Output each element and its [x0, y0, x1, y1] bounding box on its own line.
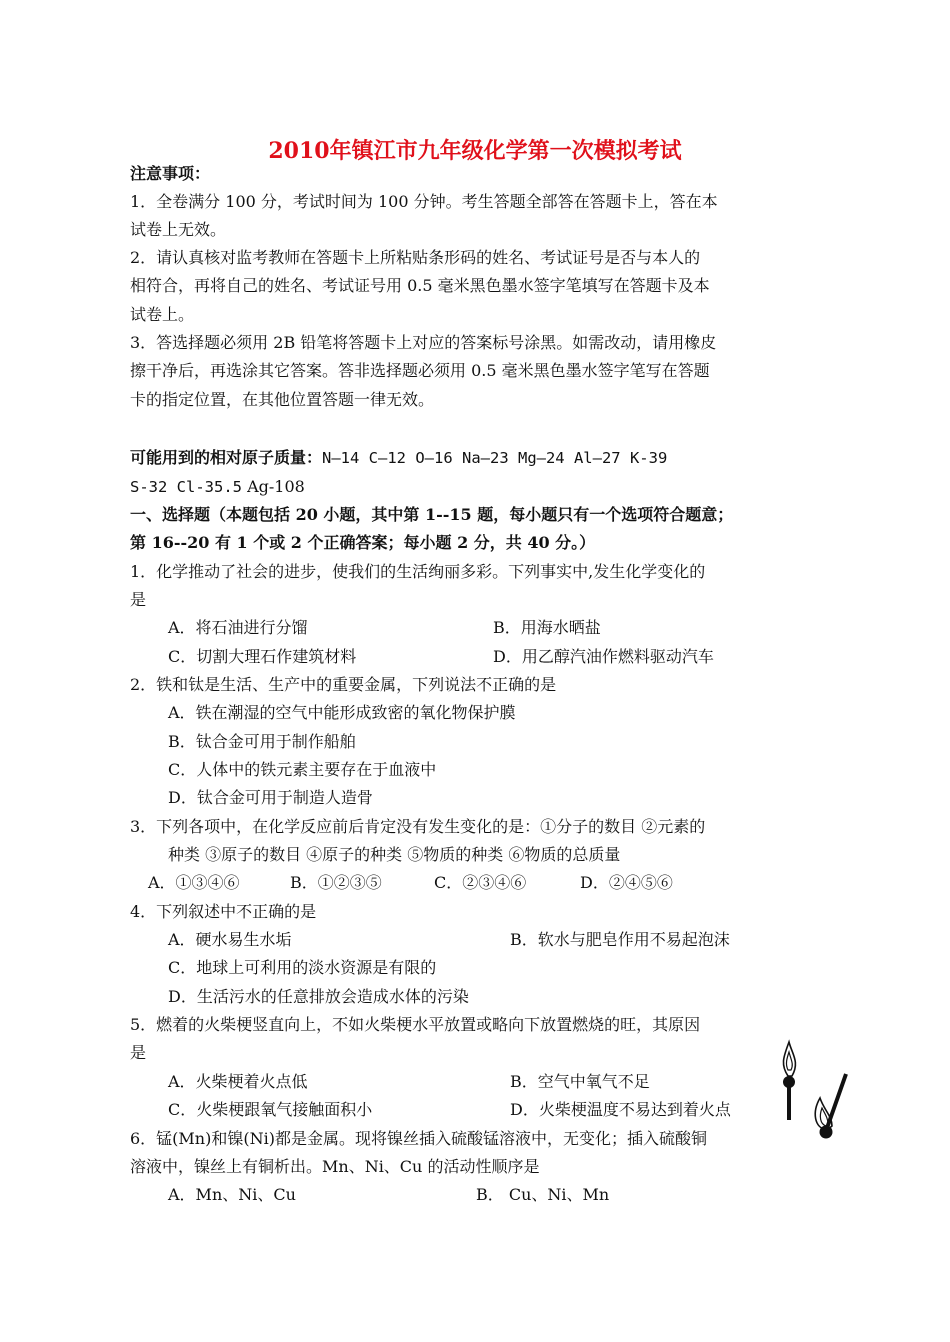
notice-line: 卡的指定位置，在其他位置答题一律无效。: [130, 390, 435, 409]
notice-line: 相符合，再将自己的姓名、考试证号用 0.5 毫米黑色墨水签字笔填写在答题卡及本: [130, 276, 710, 295]
q3-option-c: C．②③④⑥: [434, 873, 527, 892]
question-4-stem: 4．下列叙述中不正确的是: [130, 902, 317, 921]
atomic-mass-values-3: Ag-108: [241, 477, 305, 496]
tilted-match: [815, 1074, 846, 1139]
q3-option-a: A．①③④⑥: [148, 873, 240, 892]
q6-option-a: A．Mn、Ni、Cu: [168, 1185, 296, 1204]
question-2-stem: 2．铁和钛是生活、生产中的重要金属，下列说法不正确的是: [130, 675, 557, 694]
q2-option-a: A．铁在潮湿的空气中能形成致密的氧化物保护膜: [168, 703, 516, 722]
section-heading: 一、选择题（本题包括 20 小题，其中第 1--15 题，每小题只有一个选项符合题意；: [130, 505, 734, 524]
q5-option-d: D．火柴梗温度不易达到着火点: [510, 1100, 731, 1119]
notice-heading: 注意事项：: [130, 164, 211, 183]
question-3-stem: 3．下列各项中，在化学反应前后肯定没有发生变化的是：①分子的数目 ②元素的: [130, 817, 706, 836]
notice-line: 3．答选择题必须用 2B 铅笔将答题卡上对应的答案标号涂黑。如需改动，请用橡皮: [130, 333, 717, 352]
question-5-stem: 是: [130, 1043, 147, 1062]
atomic-mass-values: N—14 C—12 O—16 Na—23 Mg—24 Al—27 K-39: [322, 449, 668, 467]
q5-option-b: B．空气中氧气不足: [510, 1072, 650, 1091]
atomic-mass-values-2: S-32 Cl-35.5: [130, 478, 242, 496]
atomic-mass-label: 可能用到的相对原子质量：: [130, 448, 323, 467]
q1-option-d: D．用乙醇汽油作燃料驱动汽车: [493, 647, 714, 666]
notice-line: 2．请认真核对监考教师在答题卡上所粘贴条形码的姓名、考试证号是否与本人的: [130, 248, 701, 267]
atomic-mass-line-2: [130, 476, 305, 498]
q4-option-c: C．地球上可利用的淡水资源是有限的: [168, 958, 437, 977]
burning-match-illustration: [770, 1036, 850, 1148]
section-heading: 第 16--20 有 1 个或 2 个正确答案；每小题 2 分，共 40 分。）: [130, 533, 596, 552]
q4-option-b: B．软水与肥皂作用不易起泡沫: [510, 930, 730, 949]
question-6-stem: 溶液中，镍丝上有铜析出。Mn、Ni、Cu 的活动性顺序是: [130, 1157, 540, 1176]
q2-option-c: C．人体中的铁元素主要存在于血液中: [168, 760, 437, 779]
q2-option-d: D．钛合金可用于制造人造骨: [168, 788, 373, 807]
q1-option-b: B．用海水晒盐: [493, 618, 601, 637]
q4-option-a: A．硬水易生水垢: [168, 930, 292, 949]
notice-line: 试卷上无效。: [130, 220, 227, 239]
q1-option-c: C．切割大理石作建筑材料: [168, 647, 357, 666]
q3-option-b: B．①②③⑤: [290, 873, 382, 892]
q1-option-a: A．将石油进行分馏: [168, 618, 308, 637]
q2-option-b: B．钛合金可用于制作船舶: [168, 732, 356, 751]
q5-option-c: C．火柴梗跟氧气接触面积小: [168, 1100, 373, 1119]
q3-option-d: D．②④⑤⑥: [580, 873, 673, 892]
exam-title: 2010年镇江市九年级化学第一次模拟考试: [268, 138, 682, 164]
notice-line: 擦干净后，再选涂其它答案。答非选择题必须用 0.5 毫米黑色墨水签字笔写在答题: [130, 361, 710, 380]
q4-option-d: D．生活污水的任意排放会造成水体的污染: [168, 987, 469, 1006]
question-5-stem: 5．燃着的火柴梗竖直向上，不如火柴梗水平放置或略向下放置燃烧的旺，其原因: [130, 1015, 701, 1034]
notice-line: 试卷上。: [130, 305, 195, 324]
atomic-mass-line-1: [130, 447, 667, 469]
notice-line: 1．全卷满分 100 分，考试时间为 100 分钟。考生答题全部答在答题卡上，答在本: [130, 192, 718, 211]
question-1-stem: 是: [130, 590, 147, 609]
question-6-stem: 6．锰(Mn)和镍(Ni)都是金属。现将镍丝插入硫酸锰溶液中，无变化；插入硫酸铜: [130, 1129, 707, 1148]
q6-option-b: B． Cu、Ni、Mn: [476, 1185, 610, 1204]
question-1-stem: 1．化学推动了社会的进步，使我们的生活绚丽多彩。下列事实中,发生化学变化的: [130, 562, 706, 581]
vertical-match: [783, 1042, 795, 1120]
question-3-stem: 种类 ③原子的数目 ④原子的种类 ⑤物质的种类 ⑥物质的总质量: [168, 845, 621, 864]
q5-option-a: A．火柴梗着火点低: [168, 1072, 308, 1091]
